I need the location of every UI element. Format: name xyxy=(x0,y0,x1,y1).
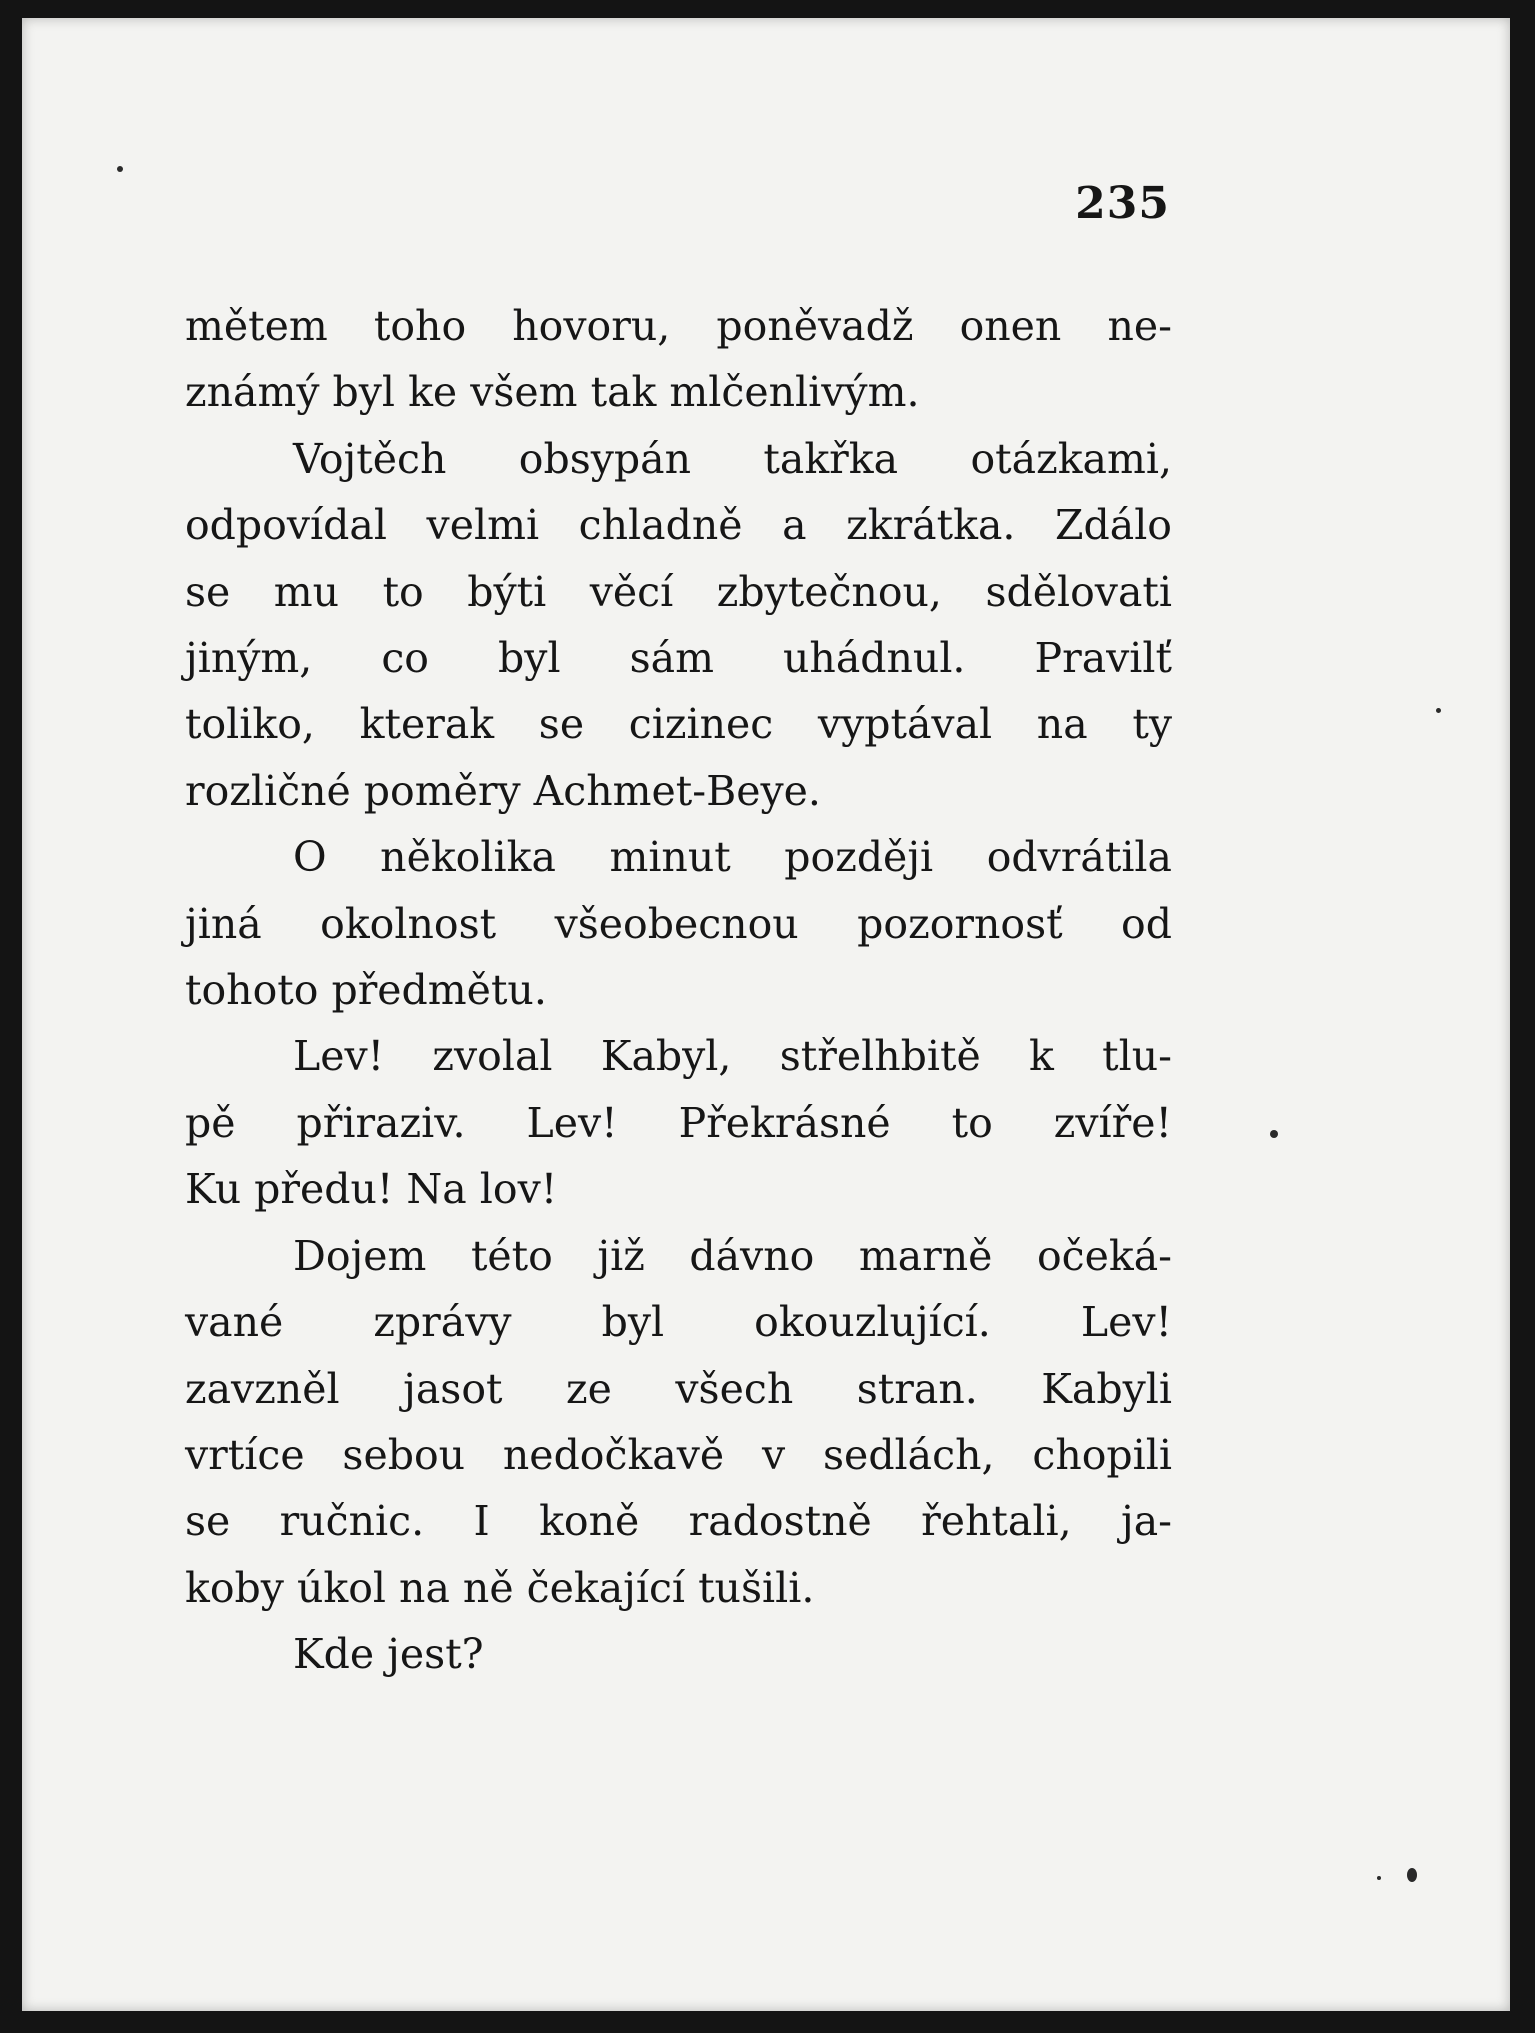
text-line: se mu to býti věcí zbytečnou, sdělovati xyxy=(185,567,1172,616)
text-line: tohoto předmětu. xyxy=(185,966,547,1015)
text-line: se ručnic. I koně radostně řehtali, ja- xyxy=(185,1497,1172,1546)
print-speck xyxy=(1377,1876,1381,1880)
text-line: Dojem této již dávno marně očeká- xyxy=(293,1231,1172,1280)
text-line: rozličné poměry Achmet-Beye. xyxy=(185,766,821,815)
text-line: Vojtěch obsypán takřka otázkami, xyxy=(293,434,1172,483)
print-speck xyxy=(1436,708,1441,713)
text-line: jiným, co byl sám uhádnul. Pravilť xyxy=(185,634,1172,683)
text-line: Ku předu! Na lov! xyxy=(185,1165,558,1214)
print-speck xyxy=(1270,1130,1278,1138)
text-line: mětem toho hovoru, poněvadž onen ne- xyxy=(185,302,1172,350)
text-line: Lev! zvolal Kabyl, střelhbitě k tlu- xyxy=(293,1032,1172,1081)
text-line: zavzněl jasot ze všech stran. Kabyli xyxy=(185,1364,1172,1413)
text-line: vrtíce sebou nedočkavě v sedlách, chopili xyxy=(185,1430,1172,1479)
print-speck xyxy=(117,166,123,172)
text-line: odpovídal velmi chladně a zkrátka. Zdálo xyxy=(185,501,1172,550)
text-line: pě přiraziv. Lev! Překrásné to zvíře! xyxy=(185,1098,1172,1147)
text-line: jiná okolnost všeobecnou pozornosť od xyxy=(185,899,1172,948)
text-line: vané zprávy byl okouzlující. Lev! xyxy=(185,1298,1172,1347)
print-speck xyxy=(1407,1868,1417,1882)
text-line: Kde jest? xyxy=(293,1630,484,1679)
text-line: toliko, kterak se cizinec vyptával na ty xyxy=(185,700,1172,749)
text-line: známý byl ke všem tak mlčenlivým. xyxy=(185,368,920,417)
text-line: koby úkol na ně čekající tušili. xyxy=(185,1563,815,1612)
text-line: O několika minut později odvrátila xyxy=(293,833,1172,882)
body-text xyxy=(185,293,1172,1688)
page-number: 235 xyxy=(1075,178,1170,229)
book-page xyxy=(22,18,1510,2011)
